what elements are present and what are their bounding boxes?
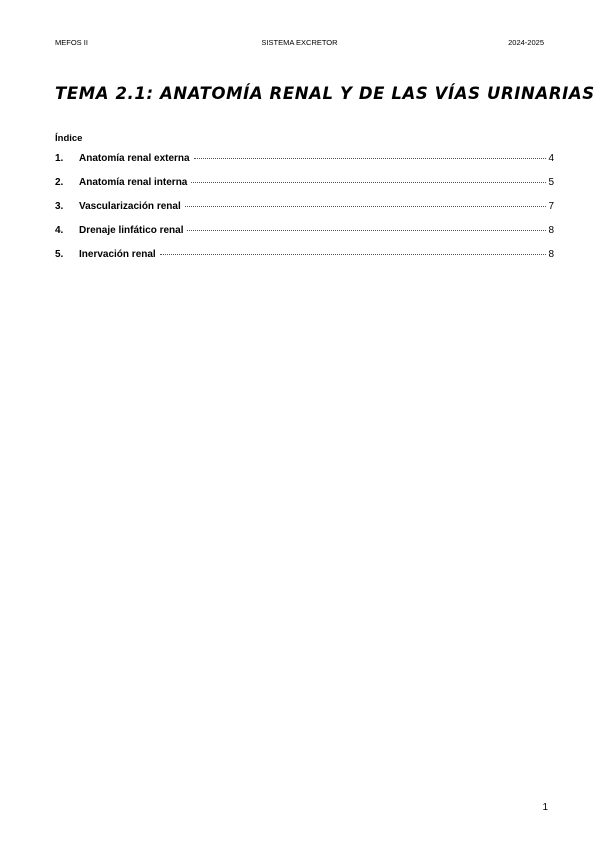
header-course: MEFOS II <box>55 38 88 47</box>
toc-heading: Índice <box>55 133 83 144</box>
toc-entry-number: 2. <box>55 177 64 188</box>
toc-entry-page: 5 <box>548 177 554 188</box>
toc-dot-leader <box>185 206 547 207</box>
toc-entry-label: Drenaje linfático renal <box>79 225 184 236</box>
toc-entry-number: 4. <box>55 225 64 236</box>
toc-entry-page: 7 <box>548 201 554 212</box>
toc-dot-leader <box>160 254 547 255</box>
page-header <box>55 38 544 50</box>
toc-entry-page: 8 <box>548 225 554 236</box>
toc-entry[interactable] <box>55 153 554 177</box>
toc-entry-label: Inervación renal <box>79 249 156 260</box>
toc-entry[interactable] <box>55 201 554 225</box>
toc-entry-label: Anatomía renal interna <box>79 177 188 188</box>
page-number: 1 <box>542 802 548 813</box>
toc-dot-leader <box>187 230 546 231</box>
toc-entry-page: 4 <box>548 153 554 164</box>
header-year: 2024-2025 <box>508 38 544 47</box>
header-subject: SISTEMA EXCRETOR <box>261 38 338 47</box>
toc-entry[interactable] <box>55 177 554 201</box>
toc-entry-label: Anatomía renal externa <box>79 153 190 164</box>
toc-entry[interactable] <box>55 249 554 273</box>
document-title: TEMA 2.1: ANATOMÍA RENAL Y DE LAS VÍAS URINARIAS <box>55 84 595 103</box>
toc-entry-number: 3. <box>55 201 64 212</box>
toc-entry-page: 8 <box>548 249 554 260</box>
toc-dot-leader <box>194 158 547 159</box>
toc-entry-label: Vascularización renal <box>79 201 181 212</box>
toc-entry-number: 5. <box>55 249 64 260</box>
table-of-contents <box>55 153 554 273</box>
toc-entry[interactable] <box>55 225 554 249</box>
toc-entry-number: 1. <box>55 153 64 164</box>
toc-dot-leader <box>191 182 546 183</box>
